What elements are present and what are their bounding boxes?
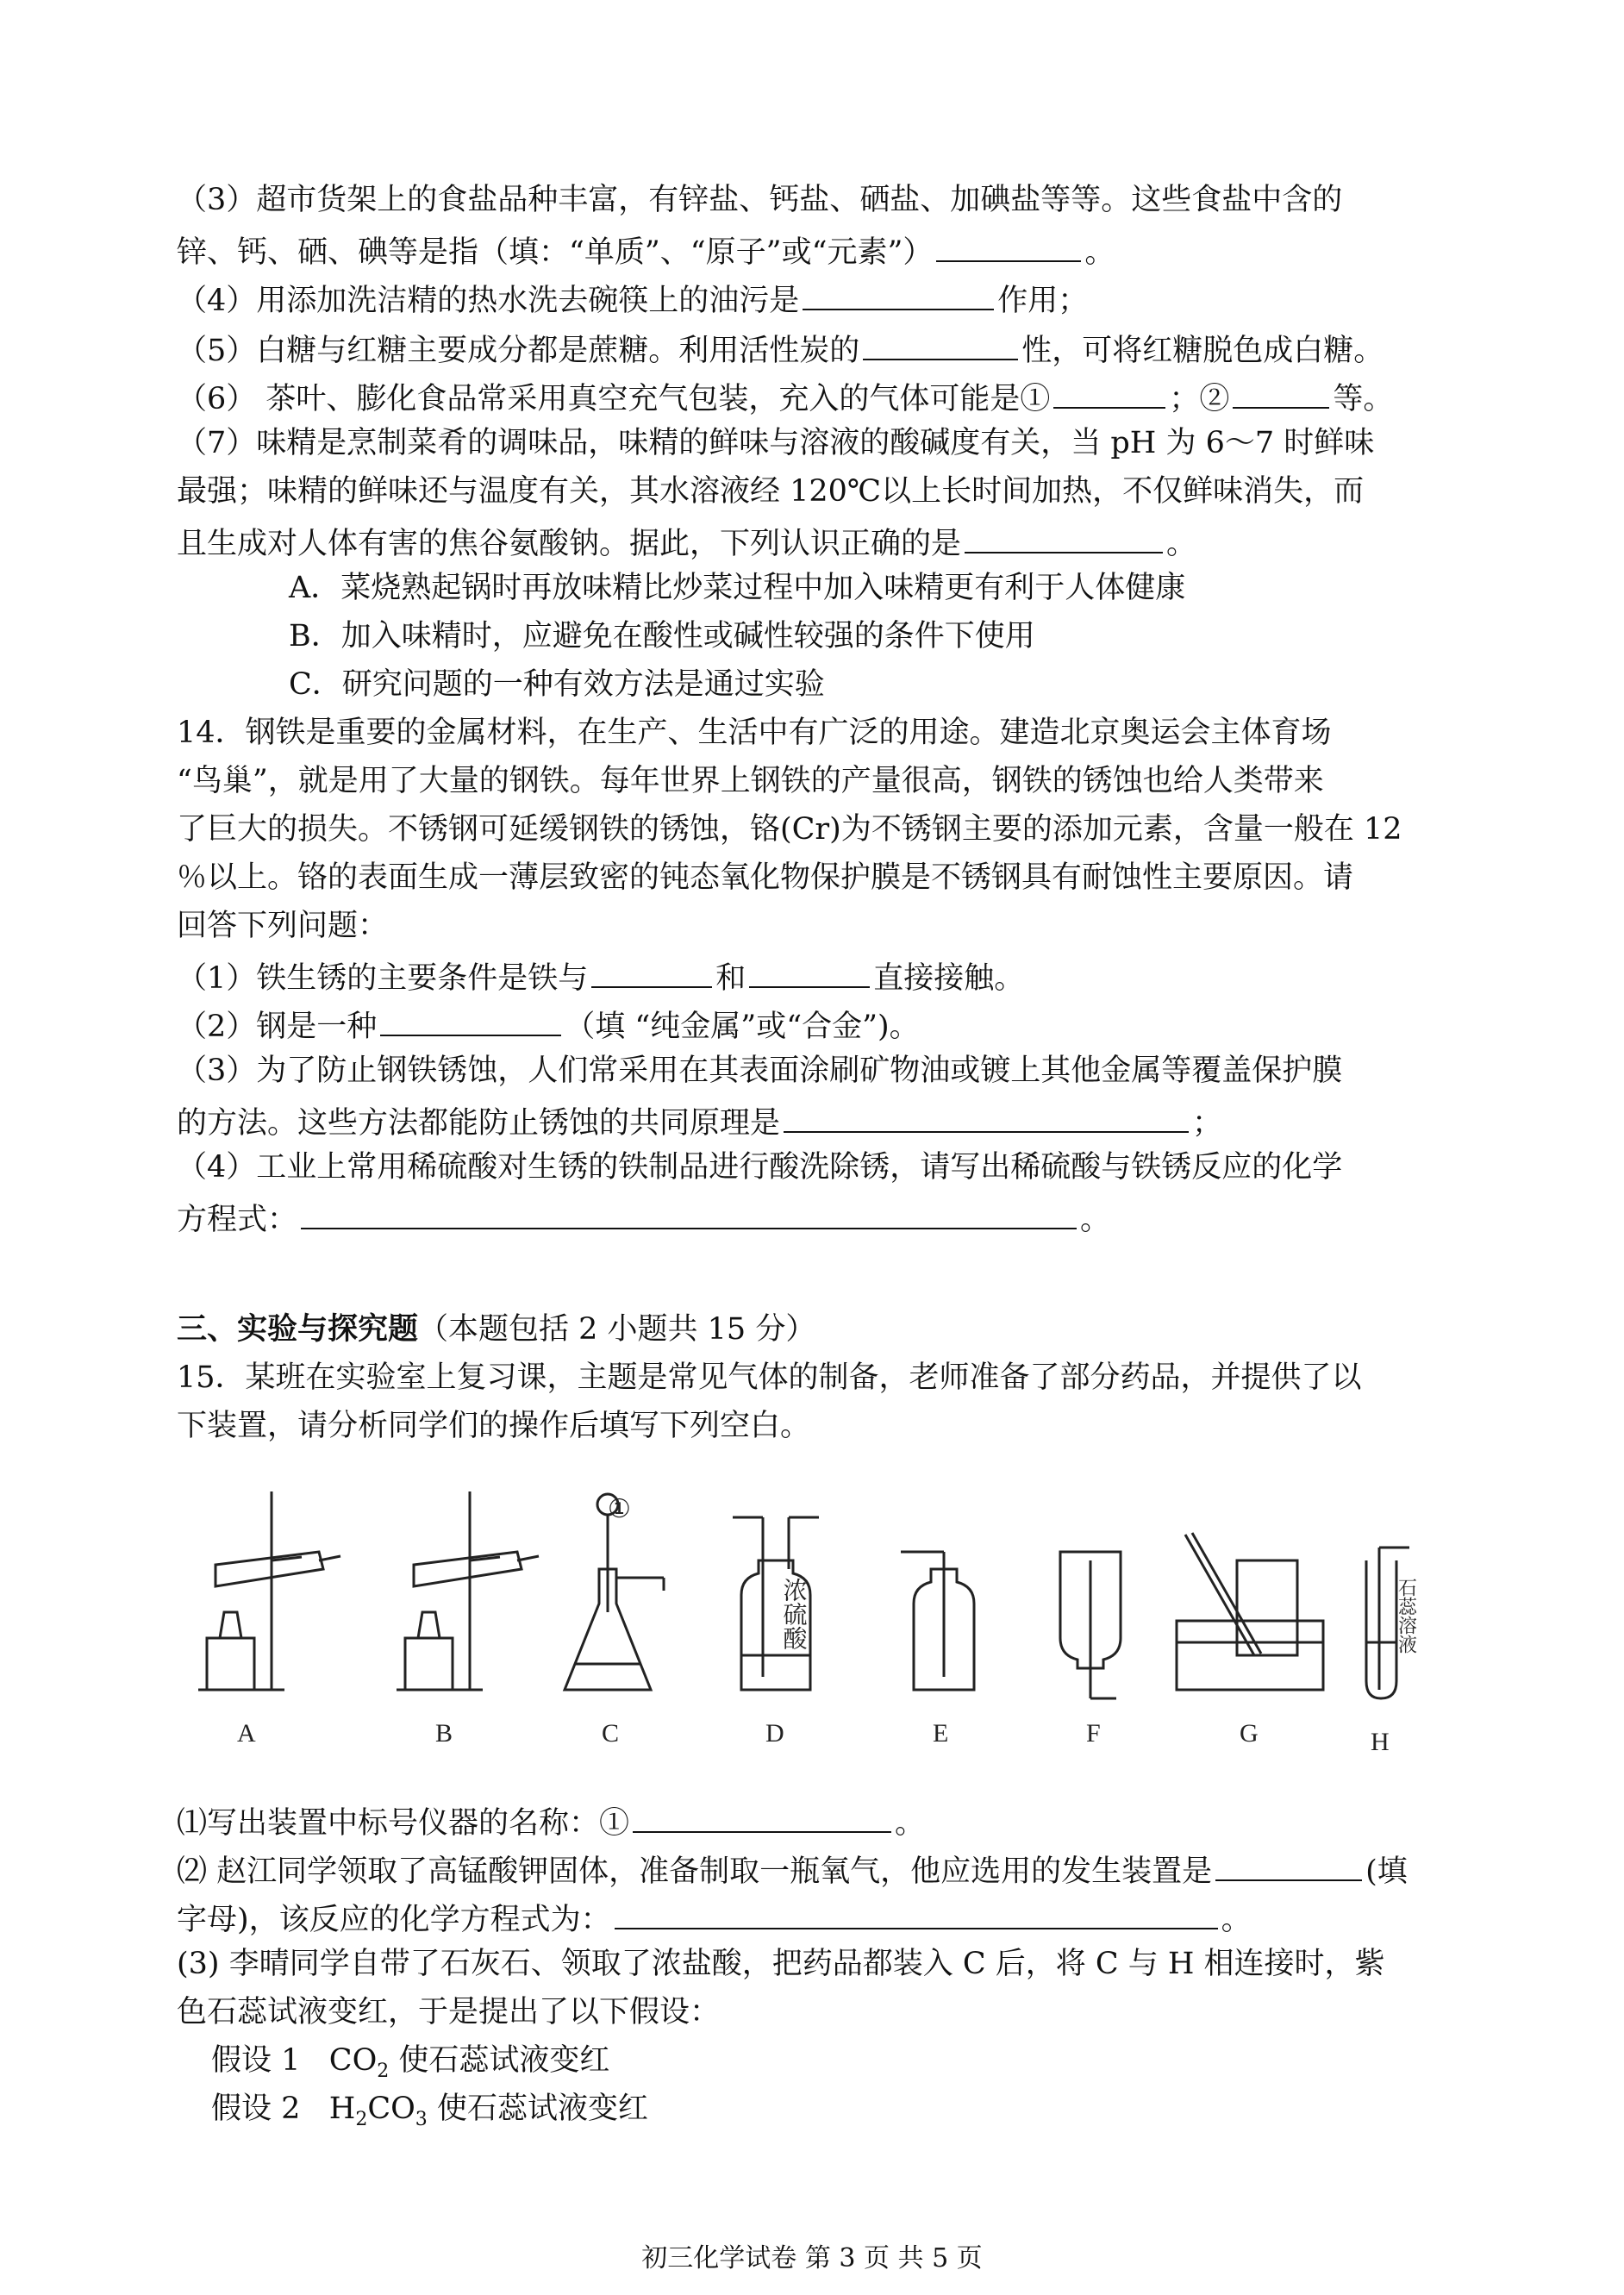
q15-line1: 15．某班在实验室上复习课，主题是常见气体的制备，老师准备了部分药品，并提供了以 (177, 1360, 1362, 1395)
q15-part3-line1: (3) 李晴同学自带了石灰石、领取了浓盐酸，把药品都装入 C 后，将 C 与 H 相连接时，紫 (177, 1947, 1385, 1981)
q15-part2-mid: (填 (1365, 1854, 1408, 1889)
q13-part6-text: （6） 茶叶、膨化食品常采用真空充气包装，充入的气体可能是① (177, 382, 1051, 416)
answer-blank[interactable] (965, 521, 1163, 553)
apparatus-figure (190, 1483, 1526, 1776)
q14-part4-line2 (177, 1197, 1110, 1239)
q13-part6-mid: ；② (1169, 382, 1230, 416)
figure-label-b: B (435, 1719, 453, 1748)
figure-label-c: C (602, 1719, 620, 1748)
apparatus-svg (190, 1483, 1526, 1776)
q14-part2 (177, 1004, 920, 1046)
q13-part6 (177, 376, 1393, 418)
figure-label-a: A (237, 1719, 256, 1748)
q14-part4-text: 方程式： (177, 1203, 298, 1237)
section3-note: （本题包括 2 小题共 15 分） (418, 1312, 816, 1347)
figure-label-h: H (1371, 1728, 1390, 1756)
q13-part7-line3 (177, 521, 1196, 563)
figure-h-label: 石蕊溶液 (1396, 1578, 1418, 1654)
q14-part2-text: （2）钢是一种 (177, 1010, 378, 1044)
q14-line1: 14．钢铁是重要的金属材料，在生产、生活中有广泛的用途。建造北京奥运会主体育场 (177, 716, 1332, 750)
q13-part6-end: 等。 (1333, 382, 1394, 416)
q14-part1-text: （1）铁生锈的主要条件是铁与 (177, 961, 589, 996)
hypothesis-1-label: 假设 1 (211, 2043, 301, 2078)
page-footer: 初三化学试卷 第 3 页 共 5 页 (641, 2243, 983, 2273)
hypothesis-2-label: 假设 2 (211, 2092, 301, 2126)
section3-title: 三、实验与探究题 (177, 1311, 419, 1347)
figure-label-d: D (765, 1719, 784, 1748)
apparatus-a (198, 1491, 340, 1690)
apparatus-c (565, 1494, 664, 1690)
q14-part1-end: 直接接触。 (873, 961, 1025, 996)
answer-blank[interactable] (1215, 1848, 1362, 1881)
q13-part7-end: 。 (1166, 527, 1197, 561)
answer-blank[interactable] (863, 328, 1018, 360)
hypothesis-2: 假设 2 $H_2CO_3$ 使石蕊试液变红 (211, 2092, 648, 2130)
answer-blank[interactable] (615, 1897, 1218, 1929)
q15-part2-text2: 字母)，该反应的化学方程式为： (177, 1903, 611, 1937)
q13-part7-line2: 最强；味精的鲜味还与温度有关，其水溶液经 120℃以上长时间加热，不仅鲜味消失，而 (177, 474, 1365, 509)
q13-part5 (177, 328, 1384, 370)
q15-part1-end: 。 (895, 1806, 926, 1841)
answer-blank[interactable] (591, 955, 712, 988)
q13-part4-text: （4）用添加洗洁精的热水洗去碗筷上的油污是 (177, 284, 800, 318)
q13-part4-end: 作用； (997, 284, 1089, 318)
answer-blank[interactable] (936, 229, 1081, 262)
q15-part1-text: ⑴写出装置中标号仪器的名称：① (177, 1806, 630, 1841)
answer-blank[interactable] (1053, 376, 1165, 409)
q13-part7-text: 且生成对人体有害的焦谷氨酸钠。据此，下列认识正确的是 (177, 527, 962, 561)
figure-label-f: F (1086, 1719, 1101, 1748)
q14-part3-end: ； (1192, 1106, 1223, 1141)
q14-part2-end: （填 “纯金属”或“合金”)。 (565, 1010, 920, 1044)
apparatus-e (901, 1552, 974, 1690)
q14-line4: ％以上。铬的表面生成一薄层致密的钝态氧化物保护膜是不锈钢具有耐蚀性主要原因。请 (177, 860, 1354, 895)
hypothesis-1-text: 使石蕊试液变红 (398, 2043, 610, 2078)
q14-part4-line1: （4）工业上常用稀硫酸对生锈的铁制品进行酸洗除锈，请写出稀硫酸与铁锈反应的化学 (177, 1150, 1343, 1185)
answer-blank[interactable] (749, 955, 870, 988)
q13-option-a: A．菜烧熟起锅时再放味精比炒菜过程中加入味精更有利于人体健康 (289, 571, 1186, 605)
q13-option-b: B．加入味精时，应避免在酸性或碱性较强的条件下使用 (289, 619, 1035, 653)
q13-part4 (177, 278, 1088, 320)
q15-part2-end: 。 (1221, 1903, 1252, 1937)
q15-part1 (177, 1800, 925, 1842)
q13-part3-line1: （3）超市货架上的食盐品种丰富，有锌盐、钙盐、硒盐、加碘盐等等。这些食盐中含的 (177, 183, 1343, 217)
hypothesis-1: 假设 1 $CO_2$ 使石蕊试液变红 (211, 2043, 610, 2082)
answer-blank[interactable] (1233, 376, 1329, 409)
q14-part1 (177, 955, 1024, 997)
q14-part3-text: 的方法。这些方法都能防止锈蚀的共同原理是 (177, 1106, 781, 1141)
q13-option-c: C．研究问题的一种有效方法是通过实验 (289, 667, 825, 702)
q15-part2-line1 (177, 1848, 1408, 1891)
apparatus-f (1060, 1552, 1121, 1698)
apparatus-g (1177, 1533, 1323, 1690)
figure-label-g: G (1240, 1719, 1259, 1748)
apparatus-b (397, 1491, 539, 1690)
q14-part1-mid: 和 (715, 961, 746, 996)
q14-part4-end: 。 (1080, 1203, 1111, 1237)
q13-part5-end: 性，可将红糖脱色成白糖。 (1021, 334, 1384, 368)
q15-line2: 下装置，请分析同学们的操作后填写下列空白。 (177, 1409, 811, 1443)
answer-blank[interactable] (803, 278, 994, 310)
q14-part3-line2 (177, 1100, 1222, 1142)
answer-blank[interactable] (301, 1197, 1077, 1229)
answer-blank[interactable] (633, 1800, 891, 1833)
hypothesis-2-text: 使石蕊试液变红 (436, 2092, 648, 2126)
figure-label-e: E (933, 1719, 949, 1748)
answer-blank[interactable] (784, 1100, 1189, 1133)
q13-part3-line2 (177, 229, 1115, 272)
q14-line2: “鸟巢”，就是用了大量的钢铁。每年世界上钢铁的产量很高，钢铁的锈蚀也给人类带来 (177, 764, 1324, 798)
q15-part2-line2 (177, 1897, 1252, 1939)
q14-line3: 了巨大的损失。不锈钢可延缓钢铁的锈蚀，铬(Cr)为不锈钢主要的添加元素，含量一般在 12 (177, 812, 1402, 847)
q13-part3-text: 锌、钙、硒、碘等是指（填：“单质”、“原子”或“元素”） (177, 235, 934, 270)
q13-part7-line1: （7）味精是烹制菜肴的调味品，味精的鲜味与溶液的酸碱度有关，当 pH 为 6～7 时鲜味 (177, 426, 1375, 460)
q14-part3-line1: （3）为了防止钢铁锈蚀，人们常采用在其表面涂刷矿物油或镀上其他金属等覆盖保护膜 (177, 1054, 1343, 1088)
figure-marker: ① (608, 1495, 631, 1523)
q13-part3-end: 。 (1084, 235, 1115, 270)
answer-blank[interactable] (380, 1004, 561, 1036)
figure-d-label: 浓硫酸 (779, 1578, 807, 1650)
q14-line5: 回答下列问题： (177, 909, 389, 943)
q15-part2-text: ⑵ 赵江同学领取了高锰酸钾固体，准备制取一瓶氧气，他应选用的发生装置是 (177, 1854, 1213, 1889)
section3-heading (177, 1310, 815, 1348)
q15-part3-line2: 色石蕊试液变红，于是提出了以下假设： (177, 1995, 721, 2029)
q13-part5-text: （5）白糖与红糖主要成分都是蔗糖。利用活性炭的 (177, 334, 860, 368)
